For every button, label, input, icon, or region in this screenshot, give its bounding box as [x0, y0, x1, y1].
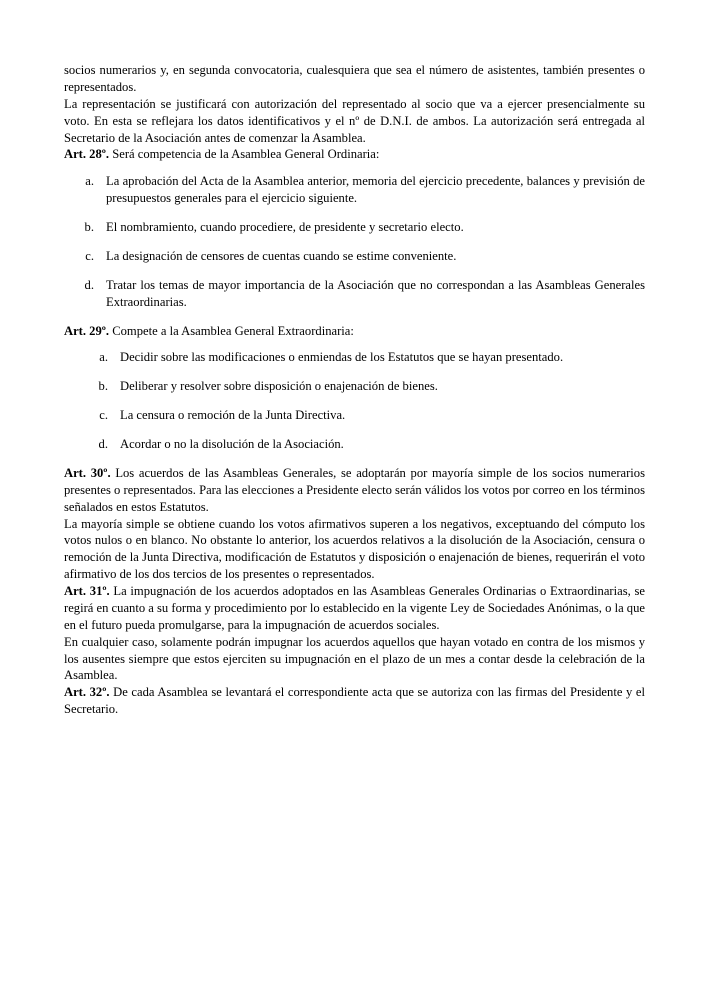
list-marker: c.	[85, 248, 94, 263]
list-item	[64, 436, 645, 453]
article-28-heading	[64, 146, 645, 163]
list-item	[64, 173, 645, 207]
list-marker: a.	[85, 174, 94, 189]
article-29-label: Art. 29º.	[64, 323, 110, 338]
list-item-text: Tratar los temas de mayor importancia de la Asociación que no correspondan a las Asambleas Generales Extraordinarias.	[106, 277, 645, 309]
list-marker: c.	[99, 408, 108, 423]
article-30-intro: Los acuerdos de las Asambleas Generales, se adoptarán por mayoría simple de los socios numerarios presentes o representados. Para las elecciones a Presidente electo serán válidos los votos por correo en los términos señalados en estos Estatutos.	[64, 465, 646, 514]
list-marker: b.	[98, 379, 108, 394]
article-31-paragraph	[64, 583, 645, 634]
list-item	[64, 349, 645, 366]
list-item	[64, 378, 645, 395]
article-29-intro: Compete a la Asamblea General Extraordinaria:	[109, 323, 354, 338]
list-marker: d.	[84, 277, 94, 292]
list-item	[64, 248, 645, 265]
list-marker: d.	[98, 437, 108, 451]
list-item-text: La aprobación del Acta de la Asamblea anterior, memoria del ejercicio precedente, balances y previsión de presupuestos generales para el ejercicio siguiente.	[106, 174, 645, 206]
paragraph-intro-2: La representación se justificará con autorización del representado al socio que va a ejercer presencialmente su voto. En esta se reflejara los datos identificativos y el nº de D.N.I. de ambos. La autorización será entregada al Secretario de la Asociación antes de comenzar la Asamblea.	[64, 96, 645, 145]
article-29-heading	[64, 323, 645, 340]
article-28-list	[64, 173, 645, 310]
article-30-extra: La mayoría simple se obtiene cuando los votos afirmativos superen a los negativos, exceptuando del cómputo los votos nulos o en blanco. No obstante lo anterior, los acuerdos relativos a la disolución de la Asociación, censura o remoción de la Junta Directiva, modificación de Estatutos y disposición o enajenación de bienes, requerirán el voto afirmativo de los dos tercios de los presentes o representados.	[64, 516, 645, 582]
list-item-text: Deliberar y resolver sobre disposición o enajenación de bienes.	[120, 379, 438, 394]
list-item-text: La censura o remoción de la Junta Directiva.	[120, 408, 346, 423]
list-item-text: El nombramiento, cuando procediere, de presidente y secretario electo.	[106, 220, 464, 234]
article-29-list	[64, 349, 645, 453]
paragraph-intro-1: socios numerarios y, en segunda convocatoria, cualesquiera que sea el número de asistentes, también presentes o representados.	[64, 63, 645, 94]
article-31-intro: La impugnación de los acuerdos adoptados en las Asambleas Generales Ordinarias o Extraordinarias, se regirá en cuanto a su forma y procedimiento por lo establecido en la vigente Ley de Sociedades Anónimas, o la que en el futuro pueda promulgarse, para la impugnación de acuerdos sociales.	[64, 584, 645, 632]
article-32-paragraph	[64, 684, 645, 718]
article-32-label: Art. 32º.	[64, 685, 110, 700]
list-marker: a.	[99, 350, 108, 365]
article-30-paragraph	[64, 465, 645, 516]
article-31-label: Art. 31º.	[64, 584, 110, 598]
article-28-label: Art. 28º.	[64, 147, 110, 162]
list-item	[64, 219, 645, 236]
article-28-intro: Será competencia de la Asamblea General Ordinaria:	[109, 147, 380, 162]
article-31-extra: En cualquier caso, solamente podrán impugnar los acuerdos aquellos que hayan votado en contra de los mismos y los ausentes siempre que estos ejerciten su impugnación en el plazo de un mes a contar desde la celebración de la Asamblea.	[64, 634, 645, 683]
list-item	[64, 407, 645, 424]
article-32-intro: De cada Asamblea se levantará el correspondiente acta que se autoriza con las firmas del Presidente y el Secretario.	[64, 685, 645, 717]
list-item-text: Decidir sobre las modificaciones o enmiendas de los Estatutos que se hayan presentado.	[120, 350, 564, 365]
list-item	[64, 277, 645, 311]
list-item-text: Acordar o no la disolución de la Asociación.	[120, 437, 344, 451]
list-item-text: La designación de censores de cuentas cuando se estime conveniente.	[106, 248, 457, 263]
article-30-label: Art. 30º.	[64, 465, 111, 480]
list-marker: b.	[84, 220, 94, 234]
